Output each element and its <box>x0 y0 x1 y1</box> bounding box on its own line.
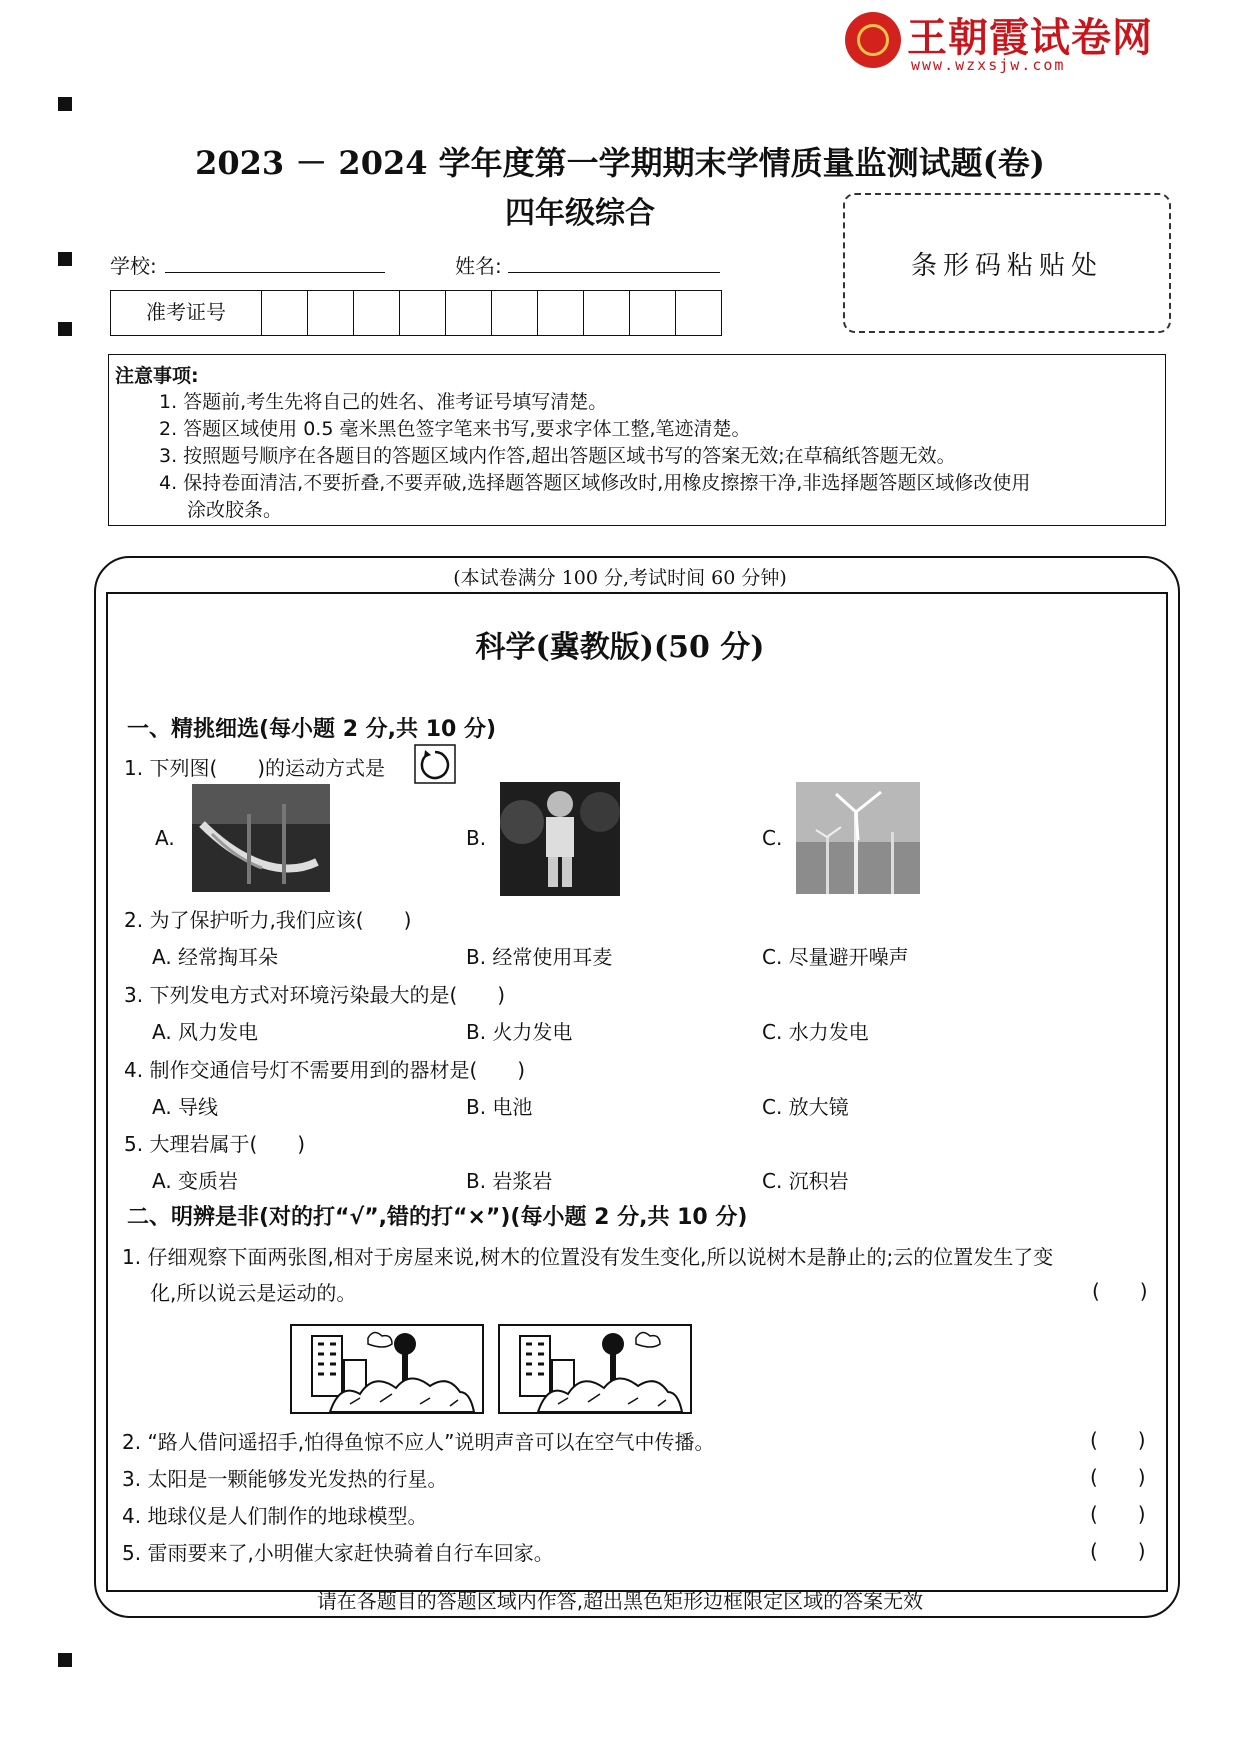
notice-title: 注意事项: <box>115 365 199 387</box>
registration-mark <box>58 252 72 266</box>
tf3-text: 3. 太阳是一颗能够发光发热的行星。 <box>122 1467 448 1491</box>
q1-option-a[interactable]: A. <box>155 826 175 850</box>
wind-turbine-photo[interactable] <box>796 782 920 894</box>
exam-id-cell[interactable] <box>446 291 492 335</box>
notice-item: 3. 按照题号顺序在各题目的答题区域内作答,超出答题区域书写的答案无效;在草稿纸答题无效。 <box>159 445 956 467</box>
exam-id-cell[interactable] <box>354 291 400 335</box>
barcode-area <box>843 193 1171 333</box>
notice-item: 4. 保持卷面清洁,不要折叠,不要弄破,选择题答题区域修改时,用橡皮擦擦干净,非选择题答题区域修改使用 <box>159 472 1031 494</box>
tf5-text: 5. 雷雨要来了,小明催大家赶快骑着自行车回家。 <box>122 1541 554 1565</box>
exam-id-cell[interactable] <box>492 291 538 335</box>
tf4-text: 4. 地球仪是人们制作的地球模型。 <box>122 1504 428 1528</box>
school-field[interactable] <box>165 272 385 273</box>
seal-icon <box>845 12 901 68</box>
scene-picture-1 <box>290 1324 484 1414</box>
q1-option-c[interactable]: C. <box>762 826 783 850</box>
q3-stem: 3. 下列发电方式对环境污染最大的是( ) <box>124 983 506 1007</box>
tf5-answer[interactable]: ( ) <box>1090 1539 1146 1563</box>
exam-subtitle: 四年级综合 <box>505 196 655 231</box>
answer-area-note: 请在各题目的答题区域内作答,超出黑色矩形边框限定区域的答案无效 <box>316 1589 924 1613</box>
exam-title: 2023 － 2024 学年度第一学期期末学情质量监测试题(卷) <box>195 144 1045 182</box>
exam-id-cell[interactable] <box>262 291 308 335</box>
logo-url: www.wzxsjw.com <box>911 56 1066 74</box>
exam-id-cell[interactable] <box>400 291 446 335</box>
rotation-icon <box>414 744 456 784</box>
logo-brand: 王朝霞试卷网 <box>907 15 1153 61</box>
exam-id-cell[interactable] <box>676 291 721 335</box>
tf1-answer[interactable]: ( ) <box>1092 1279 1148 1303</box>
name-label: 姓名: <box>455 254 502 278</box>
exam-id-cell[interactable] <box>538 291 584 335</box>
q2-stem: 2. 为了保护听力,我们应该( ) <box>124 908 412 932</box>
barcode-label: 条形码粘贴处 <box>910 251 1103 281</box>
q2-option-c[interactable]: C. 尽量避开噪声 <box>762 945 909 969</box>
notice-item: 2. 答题区域使用 0.5 毫米黑色签字笔来书写,要求字体工整,笔迹清楚。 <box>159 418 751 440</box>
q2-option-b[interactable]: B. 经常使用耳麦 <box>466 945 613 969</box>
registration-mark <box>58 97 72 111</box>
exam-id-cell[interactable] <box>308 291 354 335</box>
child-photo[interactable] <box>500 782 620 896</box>
q5-stem: 5. 大理岩属于( ) <box>124 1132 306 1156</box>
part1-heading: 一、精挑细选(每小题 2 分,共 10 分) <box>127 717 497 742</box>
q4-option-c[interactable]: C. 放大镜 <box>762 1095 849 1119</box>
name-field[interactable] <box>508 272 720 273</box>
q4-option-b[interactable]: B. 电池 <box>466 1095 533 1119</box>
section-title: 科学(冀教版)(50 分) <box>475 630 765 665</box>
q5-option-b[interactable]: B. 岩浆岩 <box>466 1169 553 1193</box>
exam-id-cell[interactable] <box>584 291 630 335</box>
exam-id-cell[interactable] <box>630 291 676 335</box>
registration-mark <box>58 1653 72 1667</box>
tf2-answer[interactable]: ( ) <box>1090 1428 1146 1452</box>
exam-id-label: 准考证号 <box>111 291 262 335</box>
q1-stem: 1. 下列图( )的运动方式是 <box>124 756 386 780</box>
q1-option-b[interactable]: B. <box>466 826 487 850</box>
exam-id-table <box>110 290 722 336</box>
q3-option-a[interactable]: A. 风力发电 <box>152 1020 259 1044</box>
tf4-answer[interactable]: ( ) <box>1090 1502 1146 1526</box>
roller-coaster-photo[interactable] <box>192 784 330 892</box>
q5-option-c[interactable]: C. 沉积岩 <box>762 1169 849 1193</box>
exam-info: (本试卷满分 100 分,考试时间 60 分钟) <box>453 567 787 589</box>
tf1-line2: 化,所以说云是运动的。 <box>150 1281 357 1305</box>
q2-option-a[interactable]: A. 经常掏耳朵 <box>152 945 279 969</box>
tf3-answer[interactable]: ( ) <box>1090 1465 1146 1489</box>
q5-option-a[interactable]: A. 变质岩 <box>152 1169 239 1193</box>
q3-option-b[interactable]: B. 火力发电 <box>466 1020 573 1044</box>
tf2-text: 2. “路人借问遥招手,怕得鱼惊不应人”说明声音可以在空气中传播。 <box>122 1430 715 1454</box>
notice-item: 涂改胶条。 <box>187 499 283 521</box>
school-label: 学校: <box>110 254 157 278</box>
q4-stem: 4. 制作交通信号灯不需要用到的器材是( ) <box>124 1058 526 1082</box>
registration-mark <box>58 322 72 336</box>
q3-option-c[interactable]: C. 水力发电 <box>762 1020 869 1044</box>
tf1-line1: 1. 仔细观察下面两张图,相对于房屋来说,树木的位置没有发生变化,所以说树木是静止的;云的位置发生了变 <box>122 1245 1054 1269</box>
part2-heading: 二、明辨是非(对的打“√”,错的打“×”)(每小题 2 分,共 10 分) <box>127 1205 748 1230</box>
q4-option-a[interactable]: A. 导线 <box>152 1095 219 1119</box>
notice-item: 1. 答题前,考生先将自己的姓名、准考证号填写清楚。 <box>159 391 608 413</box>
site-logo[interactable] <box>845 10 1155 74</box>
scene-picture-2 <box>498 1324 692 1414</box>
notice-box <box>108 354 1166 526</box>
